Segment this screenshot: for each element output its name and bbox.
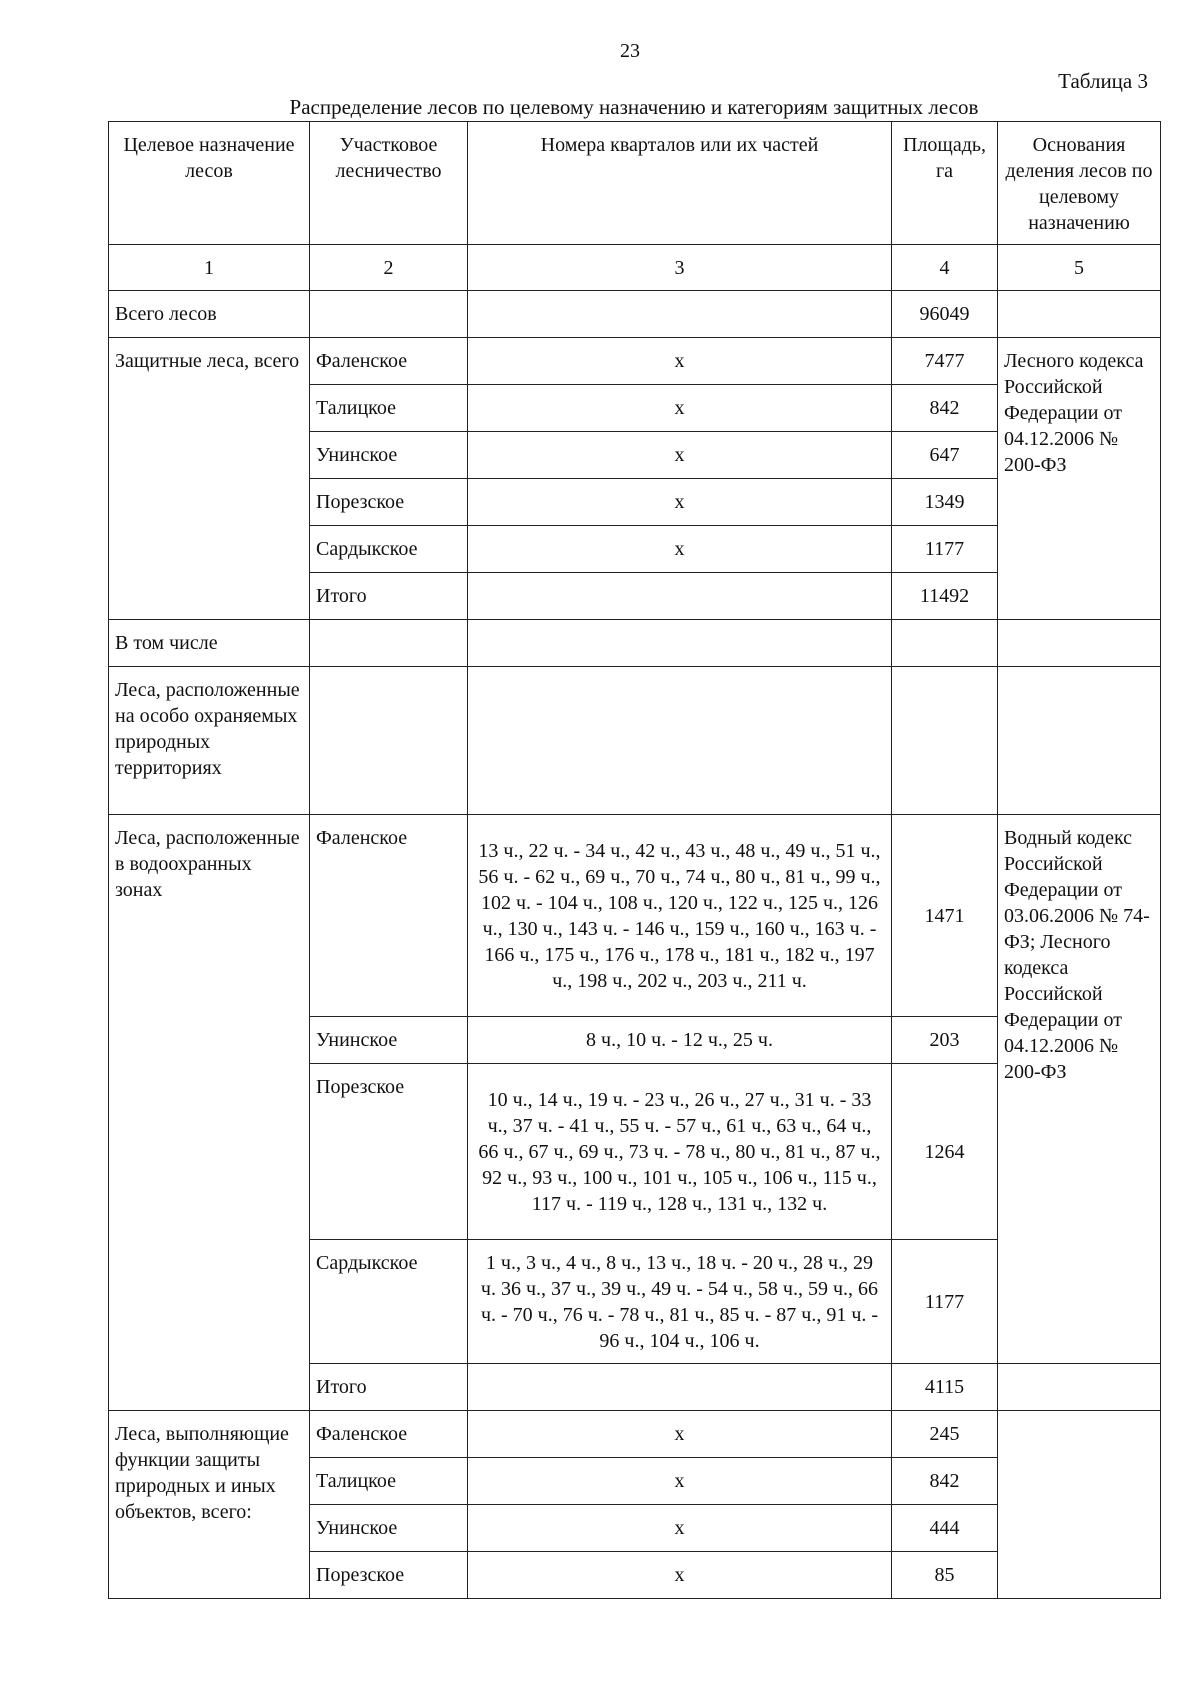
forestry-cell: Порезское	[310, 1552, 468, 1599]
forestry-cell: Талицкое	[310, 385, 468, 432]
subtotal-label: Итого	[310, 573, 468, 620]
area-cell: 1471	[892, 815, 998, 1017]
area-cell: 647	[892, 432, 998, 479]
column-number: 3	[468, 245, 892, 291]
category-cell: Всего лесов	[109, 291, 310, 338]
quarters-cell: 13 ч., 22 ч. - 34 ч., 42 ч., 43 ч., 48 ч., 49 ч., 51 ч., 56 ч. - 62 ч., 69 ч., 70 ч., 74 ч., 80 ч., 81 ч., 99 ч., 102 ч. - 104 ч., 108 ч., 120 ч., 122 ч., 125 ч., 126 ч., 130 ч., 143 ч. - 146 ч., 159 ч., 160 ч., 163 ч. - 166 ч., 175 ч., 176 ч., 178 ч., 181 ч., 182 ч., 197 ч., 198 ч., 202 ч., 203 ч., 211 ч.	[468, 815, 892, 1017]
category-cell: Леса, расположенные на особо охраняемых природных территориях	[109, 667, 310, 815]
table-title: Распределение лесов по целевому назначению и категориям защитных лесов	[289, 95, 979, 119]
basis-cell: Водный кодекс Российской Федерации от 03.06.2006 № 74-ФЗ; Лесного кодекса Российской Федерации от 04.12.2006 № 200-ФЗ	[998, 815, 1161, 1364]
forestry-cell	[310, 291, 468, 338]
basis-cell	[998, 291, 1161, 338]
quarters-cell: х	[468, 1458, 892, 1505]
category-cell: В том числе	[109, 620, 310, 667]
column-header: Номера кварталов или их частей	[468, 122, 892, 245]
area-cell	[892, 620, 998, 667]
area-cell: 444	[892, 1505, 998, 1552]
column-number: 2	[310, 245, 468, 291]
forestry-cell: Талицкое	[310, 1458, 468, 1505]
area-cell: 842	[892, 385, 998, 432]
quarters-cell: х	[468, 385, 892, 432]
column-header: Целевое назначение лесов	[109, 122, 310, 245]
column-number: 5	[998, 245, 1161, 291]
quarters-cell: х	[468, 432, 892, 479]
quarters-cell: х	[468, 526, 892, 573]
table-row	[109, 338, 1161, 385]
area-cell: 1349	[892, 479, 998, 526]
area-cell: 203	[892, 1017, 998, 1064]
quarters-cell: х	[468, 1411, 892, 1458]
table-row	[109, 620, 1161, 667]
forestry-cell: Фаленское	[310, 338, 468, 385]
forestry-cell: Унинское	[310, 1505, 468, 1552]
quarters-cell: 10 ч., 14 ч., 19 ч. - 23 ч., 26 ч., 27 ч., 31 ч. - 33 ч., 37 ч. - 41 ч., 55 ч. - 57 ч., 61 ч., 63 ч., 64 ч., 66 ч., 67 ч., 69 ч., 73 ч. - 78 ч., 80 ч., 81 ч., 87 ч., 92 ч., 93 ч., 100 ч., 101 ч., 105 ч., 106 ч., 115 ч., 117 ч. - 119 ч., 128 ч., 131 ч., 132 ч.	[468, 1064, 892, 1240]
table-row	[109, 815, 1161, 1017]
page-number: 23	[620, 40, 640, 62]
column-header: Основания деления лесов по целевому назначению	[998, 122, 1161, 245]
column-header: Участковое лесничество	[310, 122, 468, 245]
forestry-cell: Порезское	[310, 1064, 468, 1240]
basis-cell	[998, 1364, 1161, 1411]
table-row	[109, 291, 1161, 338]
column-number: 4	[892, 245, 998, 291]
forest-distribution-table	[108, 121, 1161, 1599]
forestry-cell: Порезское	[310, 479, 468, 526]
quarters-cell: х	[468, 338, 892, 385]
header-row	[109, 122, 1161, 245]
area-cell: 1177	[892, 526, 998, 573]
quarters-cell: х	[468, 479, 892, 526]
quarters-cell	[468, 573, 892, 620]
subtotal-area: 11492	[892, 573, 998, 620]
quarters-cell	[468, 667, 892, 815]
area-cell: 85	[892, 1552, 998, 1599]
forestry-cell: Сардыкское	[310, 1240, 468, 1364]
forestry-cell: Фаленское	[310, 815, 468, 1017]
area-cell: 96049	[892, 291, 998, 338]
area-cell: 1177	[892, 1240, 998, 1364]
area-cell	[892, 667, 998, 815]
column-number: 1	[109, 245, 310, 291]
area-cell: 842	[892, 1458, 998, 1505]
quarters-cell: х	[468, 1552, 892, 1599]
category-cell: Леса, выполняющие функции защиты природных и иных объектов, всего:	[109, 1411, 310, 1599]
column-number-row	[109, 245, 1161, 291]
basis-cell	[998, 620, 1161, 667]
forestry-cell	[310, 667, 468, 815]
column-header: Площадь, га	[892, 122, 998, 245]
subtotal-label: Итого	[310, 1364, 468, 1411]
quarters-cell: 1 ч., 3 ч., 4 ч., 8 ч., 13 ч., 18 ч. - 20 ч., 28 ч., 29 ч. 36 ч., 37 ч., 39 ч., 49 ч. - 54 ч., 58 ч., 59 ч., 66 ч. - 70 ч., 76 ч. - 78 ч., 81 ч., 85 ч. - 87 ч., 91 ч. - 96 ч., 104 ч., 106 ч.	[468, 1240, 892, 1364]
table-row	[109, 667, 1161, 815]
category-cell: Леса, расположенные в водоохранных зонах	[109, 815, 310, 1411]
subtotal-area: 4115	[892, 1364, 998, 1411]
basis-cell	[998, 667, 1161, 815]
quarters-cell: х	[468, 1505, 892, 1552]
quarters-cell: 8 ч., 10 ч. - 12 ч., 25 ч.	[468, 1017, 892, 1064]
area-cell: 1264	[892, 1064, 998, 1240]
quarters-cell	[468, 1364, 892, 1411]
forestry-cell: Унинское	[310, 432, 468, 479]
forestry-cell: Сардыкское	[310, 526, 468, 573]
quarters-cell	[468, 620, 892, 667]
forestry-cell	[310, 620, 468, 667]
table-label: Таблица 3	[1058, 69, 1148, 93]
area-cell: 7477	[892, 338, 998, 385]
area-cell: 245	[892, 1411, 998, 1458]
category-cell: Защитные леса, всего	[109, 338, 310, 620]
basis-cell	[998, 1411, 1161, 1599]
quarters-cell	[468, 291, 892, 338]
basis-cell: Лесного кодекса Российской Федерации от 04.12.2006 № 200-ФЗ	[998, 338, 1161, 620]
forestry-cell: Фаленское	[310, 1411, 468, 1458]
table-row	[109, 1411, 1161, 1458]
forestry-cell: Унинское	[310, 1017, 468, 1064]
